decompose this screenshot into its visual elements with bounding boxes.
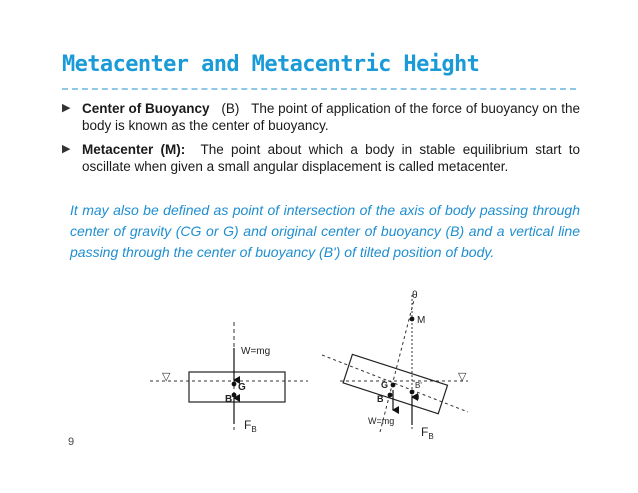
tilted-body-figure xyxy=(322,290,468,441)
b-point xyxy=(232,393,237,398)
bullet-term: Center of Buoyancy xyxy=(82,101,210,116)
page-number: 9 xyxy=(68,436,75,448)
b-point-tilted xyxy=(388,393,393,398)
b-label-tilted: B xyxy=(377,394,384,404)
bullet-text: The point about which a body in stable equilibrium start to oscillate when given a small angular displacement is called metacenter. xyxy=(82,142,580,174)
fb-label: $F_B$ xyxy=(244,418,257,434)
weight-label-tilted: W=mg xyxy=(368,416,395,426)
triangle-right-bullet-icon: ▶ xyxy=(62,143,71,155)
theta2-label: θ xyxy=(415,393,420,402)
bullet-term: Metacenter (M): xyxy=(82,142,186,157)
bullet-term-suffix: (B) xyxy=(221,101,240,116)
g-point xyxy=(232,382,237,387)
fb-label-tilted: $F_B$ xyxy=(421,425,434,441)
m-label: M xyxy=(417,315,426,326)
b-label: B xyxy=(225,394,233,405)
m-point xyxy=(410,317,415,322)
upright-body-figure xyxy=(150,322,308,434)
g-label: G xyxy=(238,382,246,393)
definition-note: It may also be defined as point of intersection of the axis of body passing through center of gravity (CG or G) and original center of buoyancy (B) and a vertical line passing through the center of buoyancy (B') of tilted position of body. xyxy=(70,202,580,260)
slide-title: Metacenter and Metacentric Height xyxy=(62,52,480,77)
b-prime-point xyxy=(410,390,415,395)
g-label-tilted: G xyxy=(381,380,389,390)
water-level-symbol: ▽ xyxy=(162,371,171,383)
water-level-symbol: ▽ xyxy=(458,371,467,383)
floating-body-upright xyxy=(189,372,285,402)
triangle-right-bullet-icon: ▶ xyxy=(62,102,71,114)
bullet-text: The point of application of the force of buoyancy on the body is known as the center of buoyancy. xyxy=(82,101,580,133)
body-axis-line xyxy=(380,300,414,432)
g-point-tilted xyxy=(391,383,396,388)
weight-label: W=mg xyxy=(241,346,271,357)
b-prime-label: B' xyxy=(415,381,422,390)
theta-label: θ xyxy=(412,290,418,301)
